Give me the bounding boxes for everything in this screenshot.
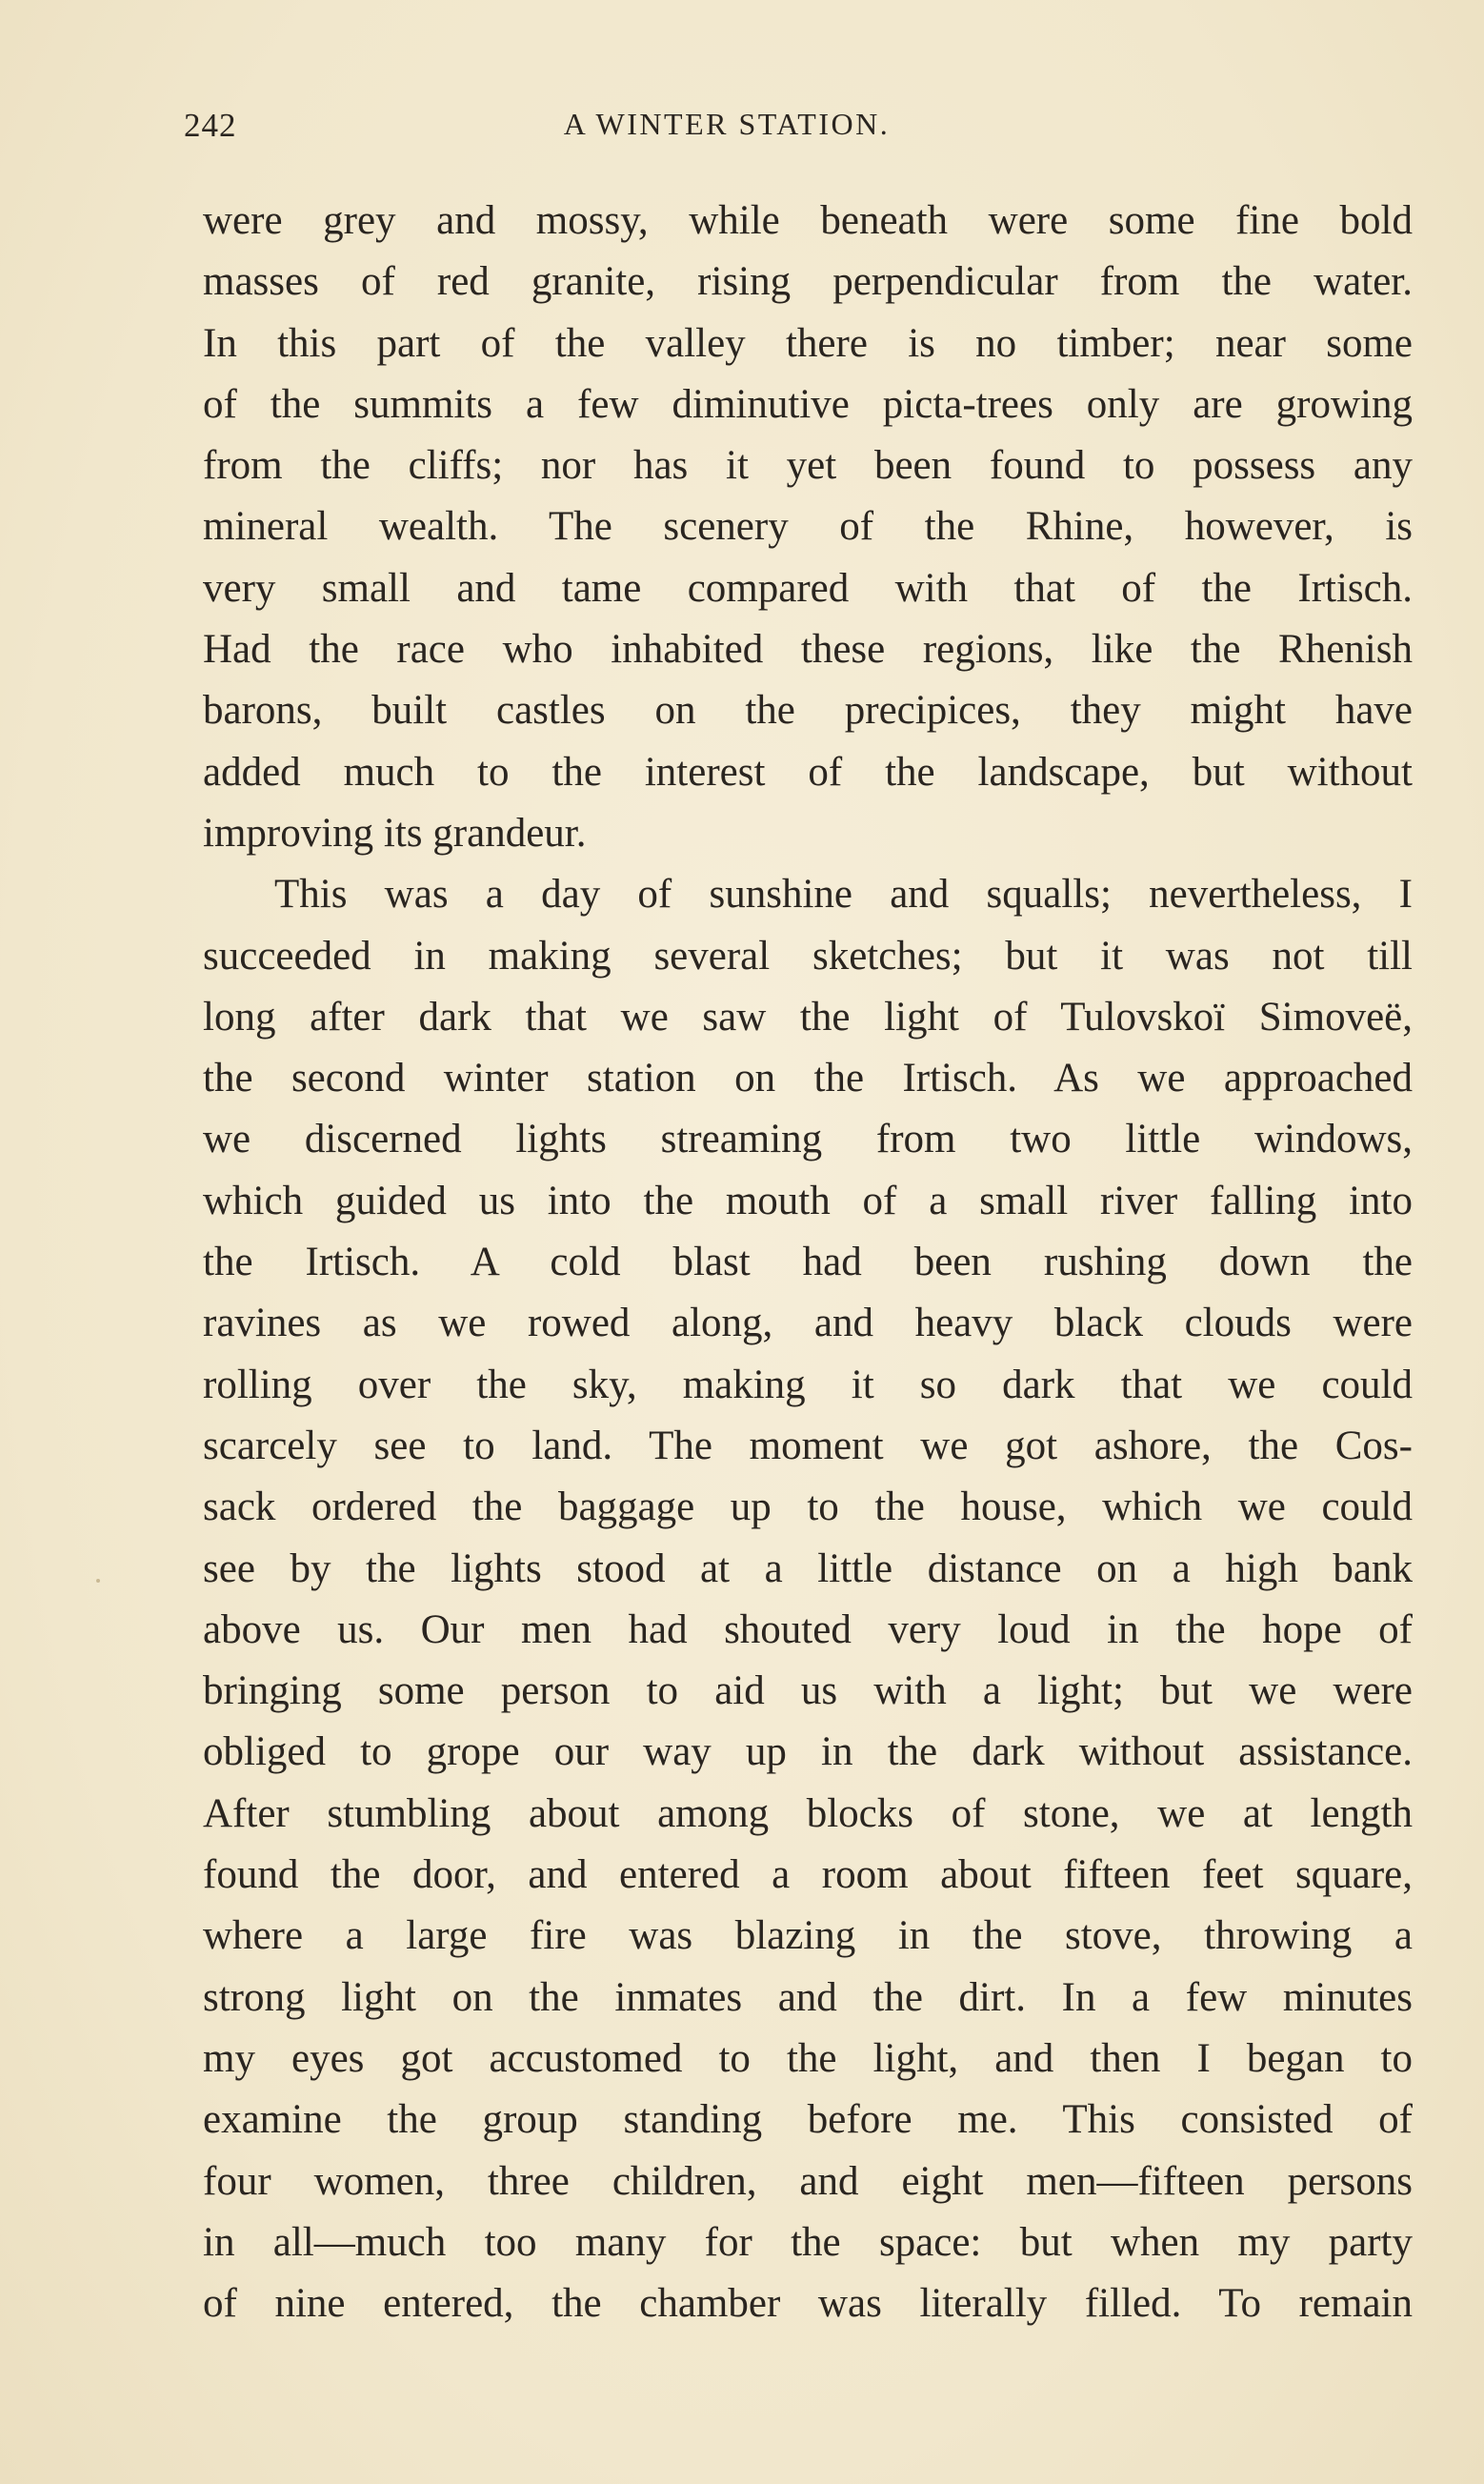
paper-speck [96,1579,100,1583]
text-line: sack ordered the baggage up to the house, which we could [203,1484,1413,1530]
text-line: Had the race who inhabited these regions, like the Rhenish [203,627,1413,673]
text-line: examine the group standing before me. This consisted of [203,2097,1413,2143]
text-line: we discerned lights streaming from two little windows, [203,1117,1413,1162]
text-line: bringing some person to aid us with a light; but we were [203,1668,1413,1714]
text-line: above us. Our men had shouted very loud in the hope of [203,1606,1413,1652]
text-line: the Irtisch. A cold blast had been rushing down the [203,1240,1413,1285]
text-line: of the summits a few diminutive picta-trees only are growing [203,381,1413,427]
text-line: where a large fire was blazing in the stove, throwing a [203,1913,1413,1959]
text-line: added much to the interest of the landscape, but without [203,749,1413,795]
text-line: long after dark that we saw the light of Tulovskoï Simoveë, [203,994,1413,1040]
text-line: which guided us into the mouth of a small river falling into [203,1178,1413,1223]
running-title: A WINTER STATION. [563,107,891,141]
text-line: ravines as we rowed along, and heavy black clouds were [203,1301,1413,1346]
text-line: strong light on the inmates and the dirt. In a few minutes [203,1974,1413,2020]
text-line: In this part of the valley there is no timber; near some [203,320,1413,366]
text-line: scarcely see to land. The moment we got ashore, the Cos- [203,1423,1413,1468]
text-line: from the cliffs; nor has it yet been found to possess any [203,443,1413,489]
text-line: very small and tame compared with that of the Irtisch. [203,565,1413,611]
text-line: masses of red granite, rising perpendicular from the water. [203,259,1413,305]
text-line: rolling over the sky, making it so dark that we could [203,1362,1413,1407]
text-line: After stumbling about among blocks of stone, we at length [203,1790,1413,1836]
text-line: of nine entered, the chamber was literally filled. To remain [203,2281,1413,2327]
text-line: the second winter station on the Irtisch. As we approached [203,1056,1413,1101]
text-line: mineral wealth. The scenery of the Rhine, however, is [203,504,1413,550]
text-line: four women, three children, and eight men—fifteen persons [203,2158,1413,2204]
page-header [184,107,1413,160]
text-line: succeeded in making several sketches; but it was not till [203,933,1413,979]
paragraph-start-line: This was a day of sunshine and squalls; nevertheless, I [274,872,1413,918]
paragraph-end-line: improving its grandeur. [203,810,587,856]
page-number: 242 [184,107,237,144]
text-line: in all—much too many for the space: but when my party [203,2219,1413,2265]
text-line: see by the lights stood at a little distance on a high bank [203,1545,1413,1591]
text-line: found the door, and entered a room about fifteen feet square, [203,1852,1413,1898]
text-line: obliged to grope our way up in the dark without assistance. [203,1729,1413,1775]
text-line: were grey and mossy, while beneath were some fine bold [203,198,1413,243]
body-text [203,191,1413,2334]
text-line: my eyes got accustomed to the light, and then I began to [203,2035,1413,2081]
text-line: barons, built castles on the precipices, they might have [203,688,1413,734]
